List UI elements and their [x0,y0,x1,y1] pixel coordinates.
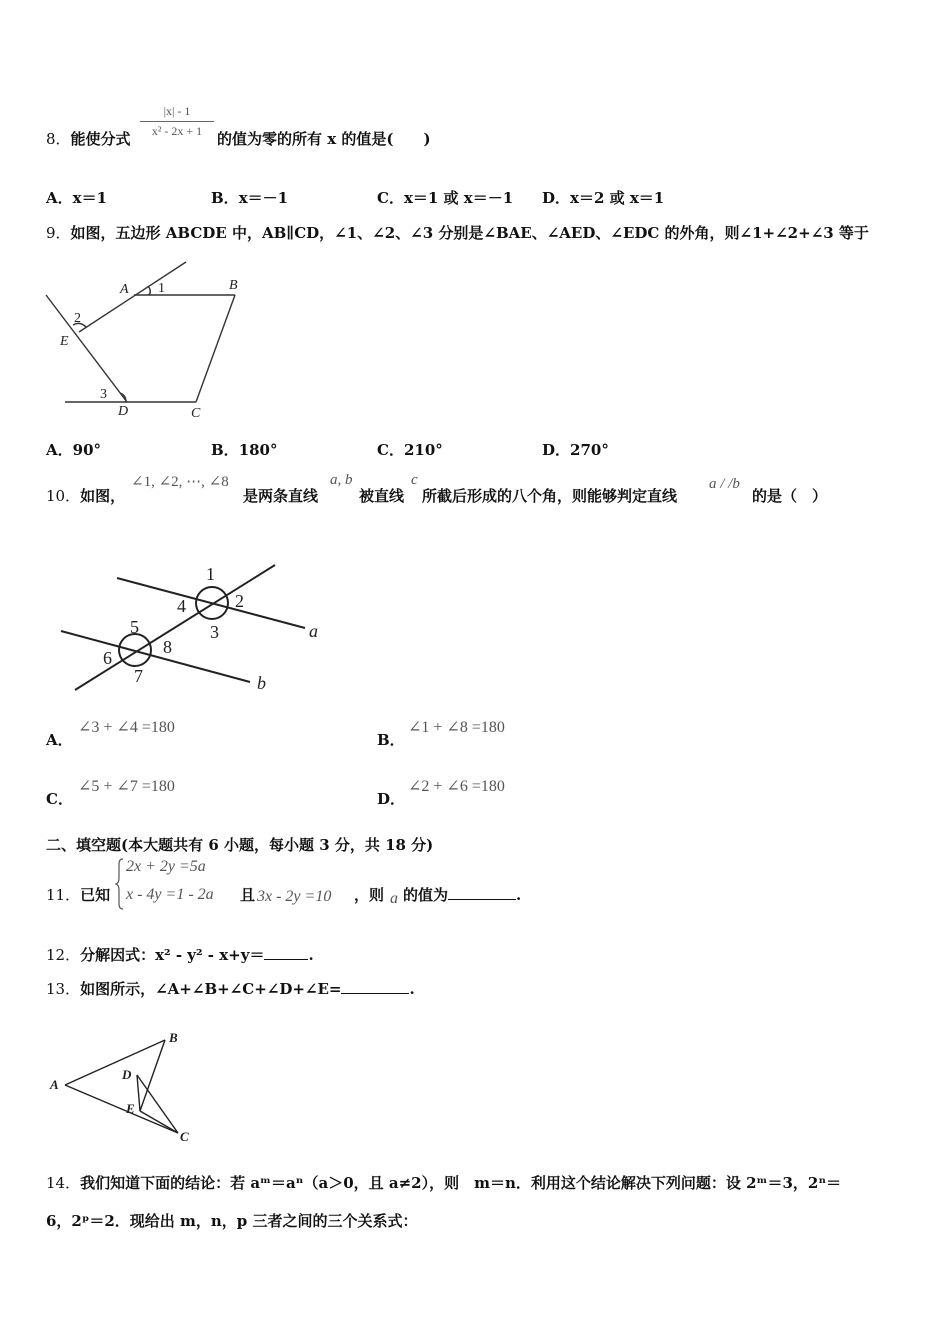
q13-number: 13． [46,980,81,998]
q10-angle-1: 1 [206,564,215,584]
q10-option-b-label[interactable]: B． [377,731,405,749]
q10-number: 10． [46,487,81,505]
q9-pentagon-figure [40,255,250,425]
option-label: B． [211,189,239,207]
q12-text: 分解因式：x² - y² - x+y＝ [80,946,265,964]
q10-math-angles: ∠1, ∠2, ⋯, ∠8 [131,474,229,490]
q13-segment-bd-e [140,1040,165,1111]
q9-label-c: C [191,406,201,421]
q13-label-e: E [126,1101,135,1116]
q8-option-b[interactable] [211,187,288,208]
option-label: C． [377,189,404,207]
q11-answer-blank[interactable] [448,885,516,900]
q11-text-2: 且 [240,886,256,904]
q9-option-b[interactable] [211,439,278,460]
q11-brace-icon [115,858,125,910]
q11-variable-a: a [390,890,398,907]
q10-text-1: 如图， [80,487,126,505]
q10-text-4: 所截后形成的八个角，则能够判定直线 [422,487,678,505]
q12-number: 12． [46,946,81,964]
q11-text-4 [403,884,521,905]
q9-number: 9． [46,224,71,242]
q9-label-e: E [60,334,69,349]
q13-label-a: A [50,1077,59,1092]
q11-end: . [516,886,522,904]
q9-option-a[interactable] [46,439,101,460]
q10-label-a: a [309,621,318,641]
q13-label-b: B [169,1030,178,1045]
q13-segment-de [137,1075,140,1111]
q11-equation-2: x - 4y =1 - 2a [126,886,214,903]
q9-angle-1: 1 [158,281,165,296]
q12-end: . [308,946,314,964]
q14-number: 14． [46,1174,81,1192]
q8-fraction-denominator: x² - 2x + 1 [151,124,203,138]
q10-option-b-math[interactable]: ∠1 + ∠8 =180 [408,719,505,736]
option-label: A． [46,441,73,459]
q10-line-c [75,565,275,690]
q10-option-c-math[interactable]: ∠5 + ∠7 =180 [78,778,175,795]
q10-option-d-math[interactable]: ∠2 + ∠6 =180 [408,778,505,795]
q8-text-pre: 能使分式 [70,130,131,148]
option-label: A． [46,189,73,207]
q12-answer-blank[interactable] [264,945,308,960]
q14-text-line-1: 我们知道下面的结论：若 aᵐ＝aⁿ（a＞0，且 a≠2），则 m＝n．利用这个结论解决下列问题：设 2ᵐ＝3，2ⁿ＝ [80,1174,842,1192]
q9-angle-2: 2 [74,311,81,326]
q13-answer-blank[interactable] [341,979,409,994]
q11-equation-1: 2x + 2y =5a [126,858,206,875]
q13-label-c: C [180,1129,189,1144]
q13-text: 如图所示，∠A+∠B+∠C+∠D+∠E= [80,980,342,998]
option-text: x＝1 [72,189,108,207]
option-label: C． [377,441,404,459]
q13-label-d: D [122,1067,132,1082]
option-text: x＝1 或 x＝－1 [403,189,514,207]
q13-segment-ec [140,1111,178,1133]
q13-triangle-figure [45,1025,205,1150]
option-text: 210° [403,441,443,459]
q10-angle-8: 8 [163,637,172,657]
option-label: D． [542,441,571,459]
q10-angle-3: 3 [210,622,219,642]
q10-option-a-math[interactable]: ∠3 + ∠4 =180 [78,719,175,736]
q14-line-2: 6，2ᵖ＝2．现给出 m，n，p 三者之间的三个关系式： [46,1212,418,1230]
q9-option-d[interactable] [542,439,609,460]
q12-stem [46,944,314,965]
q14-line-1 [46,1172,841,1193]
q10-line-a [117,578,305,628]
q10-angle-5: 5 [130,617,139,637]
q8-number: 8． [46,130,71,148]
q11-text-4-label: 的值为 [403,886,449,904]
q11-text-1: 已知 [80,886,111,904]
q10-option-a-label[interactable]: A． [46,731,73,749]
q8-text-post: 的值为零的所有 x 的值是( ) [217,130,431,148]
q9-label-d: D [118,404,129,419]
option-text: x＝2 或 x＝1 [570,189,665,207]
q11-text-3: ，则 [354,886,385,904]
q9-label-b: B [229,278,238,293]
q10-text-2: 是两条直线 [243,487,319,505]
option-text: 270° [570,441,609,459]
q8-option-a[interactable] [46,187,107,208]
q9-angle-arc-1 [148,286,150,295]
q11-number: 11． [46,886,81,904]
q10-angle-2: 2 [235,591,244,611]
q9-line-ed-extended [46,295,127,402]
option-label: D． [542,189,571,207]
q13-segment-ab [65,1040,165,1085]
option-text: 90° [72,441,102,459]
option-text: 180° [238,441,278,459]
q10-math-ab: a, b [330,472,353,488]
q10-angle-4: 4 [177,596,186,616]
q13-end: . [409,980,415,998]
q10-text-3: 被直线 [359,487,405,505]
q10-angle-6: 6 [103,648,112,668]
q9-angle-3: 3 [100,387,107,402]
q9-text: 如图，五边形 ABCDE 中，AB∥CD，∠1、∠2、∠3 分别是∠BAE、∠AED、∠EDC 的外角，则∠1+∠2+∠3 等于 [70,224,869,242]
q8-option-c[interactable] [377,187,513,208]
q11-equation-3: 3x - 2y =10 [257,888,332,905]
q8-fraction [138,104,216,139]
q10-angle-7: 7 [134,666,143,686]
q9-option-c[interactable] [377,439,443,460]
q10-option-c-label[interactable]: C． [46,790,73,808]
q9-side-bc [196,295,235,402]
q10-math-c: c [411,472,418,488]
q8-fraction-numerator: |x| - 1 [163,104,191,118]
q10-transversal-figure [55,558,335,698]
option-text: x＝－1 [238,189,289,207]
q10-stem [46,485,125,506]
q10-label-b: b [257,673,266,693]
q11-stem [46,884,110,905]
q9-label-a: A [120,282,129,297]
q10-option-d-label[interactable]: D． [377,790,406,808]
q13-stem [46,978,415,999]
q8-stem [46,128,131,149]
section-2-title: 二、填空题(本大题共有 6 小题，每小题 3 分，共 18 分) [46,836,434,854]
q10-math-parallel: a / /b [709,476,740,492]
q9-stem [46,222,869,243]
option-label: B． [211,441,239,459]
q9-line-ea-extended [79,262,186,332]
q10-text-5: 的是（ ） [752,487,828,505]
q8-option-d[interactable] [542,187,664,208]
